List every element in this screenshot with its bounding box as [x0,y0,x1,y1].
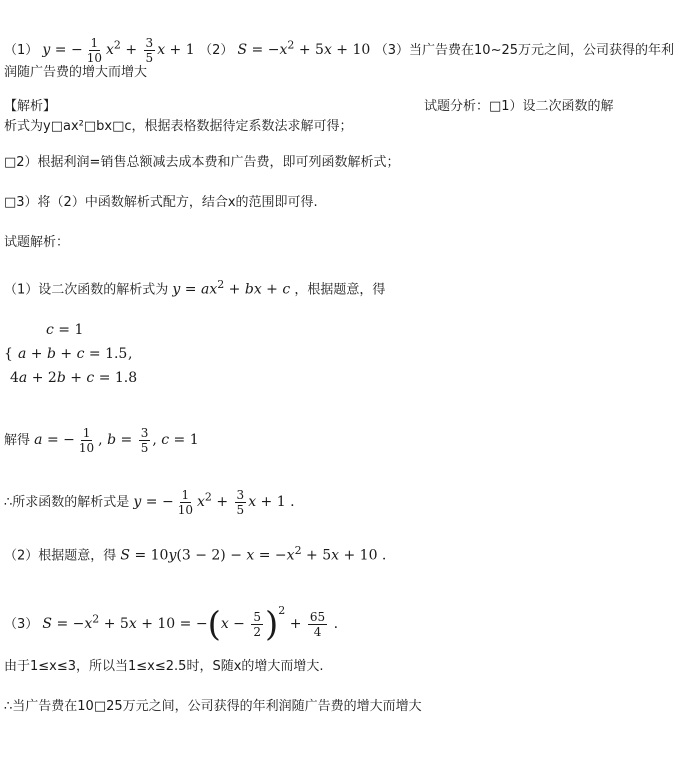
result-label: ∴所求函数的解析式是 [4,495,130,510]
solution-s2-a: （2）根据题意，得 [4,548,117,564]
eq-2: a + b + c = 1.5 [18,346,128,362]
analysis-summary-cont: 析式为y□ax²□bx□c，根据表格数据待定系数法求解可得； [4,119,353,134]
step3-line: （3） $S = -x^2 + 5x + 10 = -(x$ − $\frac{5}{2}$ )$^2$ + $\frac{65}{4}$ . [4,604,339,645]
system-brace: { [4,346,13,362]
solution-s3-label: （3） [4,617,39,632]
general-quadratic: y [172,281,181,298]
answer-p3-cont: 润随广告费的增大而增大 [4,65,148,80]
analysis-step2: □2）根据利润=销售总额减去成本费和广告费，即可列函数解析式； [4,155,400,170]
solution-step1: （1）设二次函数的解析式为 $y = ax^2$ + bx + c ，根据题意，得 [4,278,386,298]
solution-s1-b: ，根据题意，得 [294,282,386,298]
solve-label: 解得 [4,433,31,448]
eq-3: 4a + 2b + c = 1.8 [10,370,138,386]
answer-p2-label: （2） [199,43,234,58]
range-text: 由于1≤x≤3，所以当1≤x≤2.5时，S随x的增大而增大. [4,659,324,674]
solution-s1-a: （1）设二次函数的解析式为 [4,282,169,298]
solve-result: 解得 a = − $\frac{1}{10}$ , b = $\frac{3}{5}$ , c = 1 [4,426,199,455]
answer-p3-text: （3）当广告费在10~25万元之间，公司获得的年利 [374,43,674,58]
analysis-summary-right: 试题分析：□1）设二次函数的解 [424,99,614,114]
conclusion-text: ∴当广告费在10□25万元之间，公司获得的年利润随广告费的增大而增大 [4,699,422,714]
step2-line: （2）根据题意，得 $S = 10y(3 - 2) - x = -x^2 + 5x + 10$ . [4,544,387,564]
answer-formula-s: S [237,42,248,58]
system-comma: , [128,346,133,362]
analysis-heading: 【解析】 [4,99,57,114]
answer-formula-y: y [42,42,51,58]
analysis-step3: □3）将（2）中函数解析式配方，结合x的范围即可得. [4,195,318,210]
fraction-1-10: $\frac{1}{10}$ [86,36,102,65]
solution-heading: 试题解析： [4,235,70,250]
fraction-3-5: $\frac{3}{5}$ [145,36,154,65]
answer-line-1: （1） y = − $\frac{1}{10}$ $x^2$ + $\frac{3}{5}$ x + 1 （2） $S = -x^2 + 5x + 10$ （3）当广告费在10~25万元之间，公司获得的年利 [4,36,674,65]
eq-1: c = 1 [46,322,84,338]
result-line: ∴所求函数的解析式是 y = − $\frac{1}{10}$ $x^2$ + $\frac{3}{5}$ x + 1 . [4,488,295,517]
answer-p1-label: （1） [4,43,39,58]
